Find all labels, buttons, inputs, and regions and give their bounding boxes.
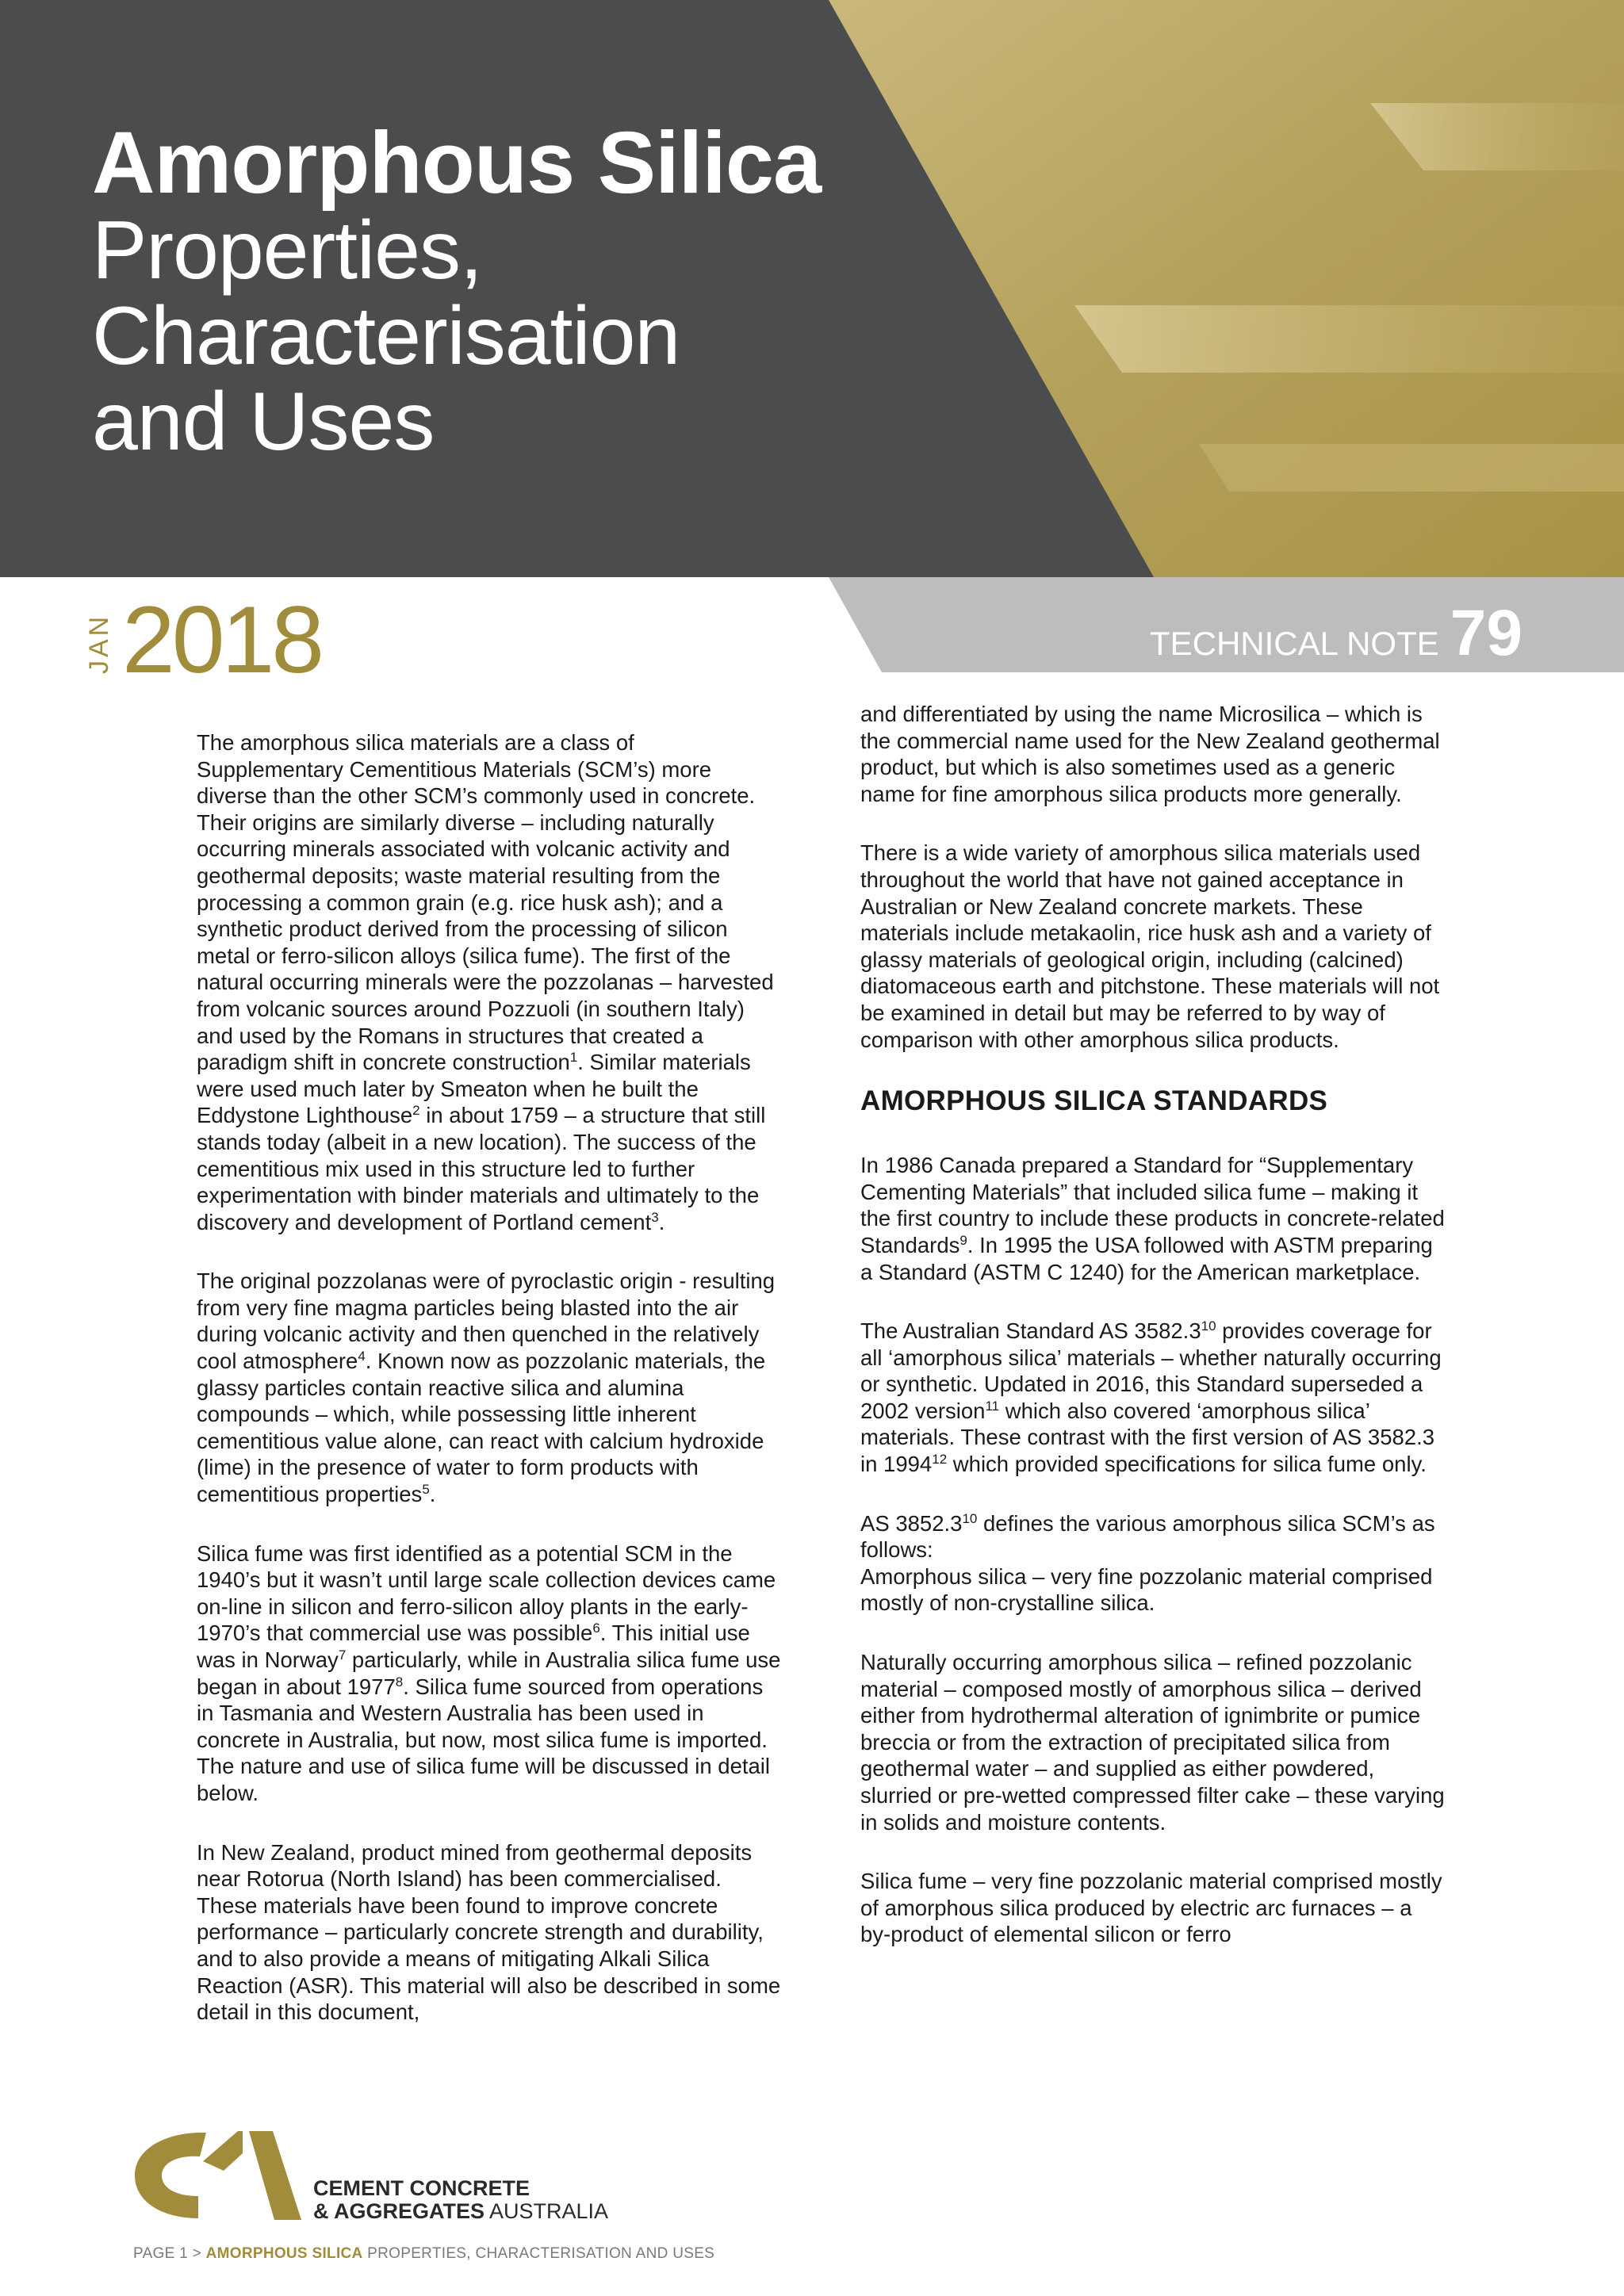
logo-a-right [249,2131,301,2220]
light-stripe-lower [1199,444,1624,492]
paragraph: AS 3852.3$^{10}$ defines the various amorphous silica SCM’s as follows: Amorphous silica – very fine pozzolanic material comprised mostly of non-crystalline silica. [860,1510,1435,1616]
header-banner [0,0,1624,577]
ccaa-logo-text: CEMENT CONCRETE & AGGREGATES AUSTRALIA [313,2176,609,2223]
title-line-2: Characterisation [92,290,680,382]
paragraph: Silica fume – very fine pozzolanic material comprised mostly of amorphous silica produced by electric arc furnaces – a by-product of elemental silicon or ferro [860,1869,1442,1947]
logo-c-shape [135,2133,206,2218]
paragraph: In New Zealand, product mined from geothermal deposits near Rotorua (North Island) has been commercialised. These materials have been found to improve concrete performance – particularly concrete strength and durability, and to also provide a means of mitigating Alkali Silica Reaction (ASR). This material will also be described in some detail in this document, [197,1839,781,2025]
paragraph: Silica fume was first identified as a potential SCM in the 1940’s but it wasn’t until large scale collection devices came on-line in silicon and ferro-silicon alloy plants in the early-1970’s that commercial use was possible$^6$. This initial use was in Norway$^7$ particularly, while in Australia silica fume use began in about 1977$^8$. Silica fume sourced from operations in Tasmania and Western Australia has been used in concrete in Australia, but now, most silica fume is imported. The nature and use of silica fume will be discussed in detail below. [197,1540,781,1805]
logo-a-left [203,2131,243,2171]
section-heading: AMORPHOUS SILICA STANDARDS [860,1085,1328,1117]
paragraph: The original pozzolanas were of pyroclastic origin - resulting from very fine magma particles being blasted into the air during volcanic activity and then quenched in the relatively cool atmosphere$^4$. Known now as pozzolanic materials, the glassy particles contain reactive silica and alumina compounds – which, while possessing little inherent cementitious value alone, can react with calcium hydroxide (lime) in the presence of water to form products with cementitious properties$^5$. [197,1269,776,1507]
light-stripe-middle [1074,305,1624,373]
technical-note-label [1150,596,1522,671]
ccaa-logo-icon [130,2130,304,2223]
technical-note-number: 79 [1450,597,1522,669]
paragraph: The Australian Standard AS 3582.3$^{10}$ provides coverage for all ‘amorphous silica’ materials – whether naturally occurring or synthetic. Updated in 2016, this Standard superseded a 2002 version$^{11}$ which also covered ‘amorphous silica’ materials. These contrast with the first version of AS 3582.3 in 1994$^{12}$ which provided specifications for silica fume only. [860,1318,1442,1477]
document-title [92,114,822,468]
left-column [197,729,783,2058]
paragraph: and differentiated by using the name Microsilica – which is the commercial name used for the New Zealand geothermal product, but which is also sometimes used as a generic name for fine amorphous silica products more generally. [860,702,1440,806]
paragraph: The amorphous silica materials are a class of Supplementary Cementitious Materials (SCM’s) more diverse than the other SCM’s commonly used in concrete. Their origins are similarly diverse – including naturally occurring minerals associated with volcanic activity and geothermal deposits; waste material resulting from the processing a common grain (e.g. rice husk ash); and a synthetic product derived from the processing of silicon metal or ferro-silicon alloys (silica fume). The first of the natural occurring minerals were the pozzolanas – harvested from volcanic sources around Pozzuoli (in southern Italy) and used by the Romans in structures that created a paradigm shift in concrete construction$^1$. Similar materials were used much later by Smeaton when he built the Eddystone Lighthouse$^2$ in about 1759 – a structure that still stands today (albeit in a new location). The success of the cementitious mix used in this structure led to further experimentation with binder materials and ultimately to the discovery and development of Portland cement$^3$. [197,730,774,1234]
title-line-3: and Uses [92,376,435,468]
footer-title-rest: PROPERTIES, CHARACTERISATION AND USES [362,2245,715,2262]
footer-title-bold: AMORPHOUS SILICA [205,2245,363,2262]
paragraph: In 1986 Canada prepared a Standard for “Supplementary Cementing Materials” that included silica fume – making it the first country to include these products in concrete-related Standards$^9$. In 1995 the USA followed with ASTM preparing a Standard (ASTM C 1240) for the American marketplace. [860,1153,1445,1284]
paragraph: Naturally occurring amorphous silica – refined pozzolanic material – composed mostly of amorphous silica – derived either from hydrothermal alteration of ignimbrite or pumice breccia or from the extraction of precipitated silica from geothermal water – and supplied as either powdered, slurried or pre-wetted compressed filter cake – these varying in solids and moisture contents. [860,1650,1445,1835]
paragraph: There is a wide variety of amorphous silica materials used throughout the world that have not gained acceptance in Australian or New Zealand concrete markets. These materials include metakaolin, rice husk ash and a variety of glassy materials of geological origin, including (calcined) diatomaceous earth and pitchstone. These materials will not be examined in detail but may be referred to by way of comparison with other amorphous silica products. [860,840,1440,1052]
title-line-1: Properties, [92,205,482,297]
right-column [860,701,1447,1980]
page-number: PAGE 1 > [133,2245,206,2262]
date-month: JAN [84,613,114,674]
date-year: 2018 [122,587,321,693]
technical-note-text: TECHNICAL NOTE [1149,625,1439,662]
page-footer [133,2245,714,2263]
title-main: Amorphous Silica [92,114,822,212]
